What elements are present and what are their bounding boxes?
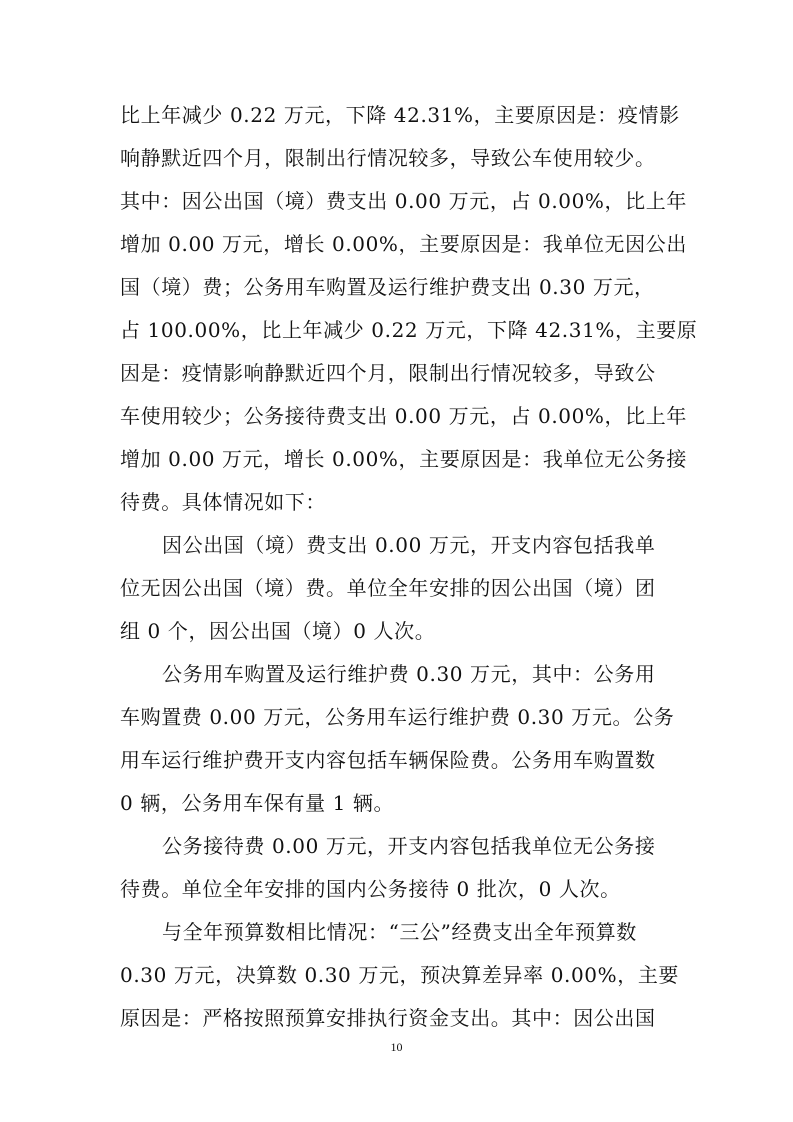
text-line: 车购置费 0.00 万元，公务用车运行维护费 0.30 万元。公务 bbox=[120, 705, 675, 729]
text-line: 0.30 万元，决算数 0.30 万元，预决算差异率 0.00%，主要 bbox=[120, 963, 680, 987]
text-line: 国（境）费；公务用车购置及运行维护费支出 0.30 万元， bbox=[120, 275, 655, 299]
text-line: 0 辆，公务用车保有量 1 辆。 bbox=[120, 791, 395, 815]
text-line: 比上年减少 0.22 万元，下降 42.31%，主要原因是：疫情影 bbox=[120, 103, 680, 127]
paragraph-first-line: 公务用车购置及运行维护费 0.30 万元，其中：公务用 bbox=[162, 662, 656, 686]
text-line: 车使用较少；公务接待费支出 0.00 万元，占 0.00%，比上年 bbox=[120, 404, 687, 428]
text-line: 组 0 个，因公出国（境）0 人次。 bbox=[120, 619, 436, 643]
page-number: 10 bbox=[390, 1040, 403, 1054]
text-line: 其中：因公出国（境）费支出 0.00 万元，占 0.00%，比上年 bbox=[120, 189, 687, 213]
text-line: 待费。具体情况如下： bbox=[120, 490, 326, 514]
text-line: 响静默近四个月，限制出行情况较多，导致公车使用较少。 bbox=[120, 146, 656, 170]
paragraph-first-line: 因公出国（境）费支出 0.00 万元，开支内容包括我单 bbox=[162, 533, 656, 557]
text-line: 位无因公出国（境）费。单位全年安排的因公出国（境）团 bbox=[120, 576, 656, 600]
paragraph-first-line: 与全年预算数相比情况：“三公”经费支出全年预算数 bbox=[162, 920, 637, 944]
text-line: 待费。单位全年安排的国内公务接待 0 批次，0 人次。 bbox=[120, 877, 621, 901]
text-line: 增加 0.00 万元，增长 0.00%，主要原因是：我单位无因公出 bbox=[120, 232, 687, 256]
paragraph-first-line: 公务接待费 0.00 万元，开支内容包括我单位无公务接 bbox=[162, 834, 656, 858]
text-line: 增加 0.00 万元，增长 0.00%，主要原因是：我单位无公务接 bbox=[120, 447, 687, 471]
text-line: 用车运行维护费开支内容包括车辆保险费。公务用车购置数 bbox=[120, 748, 656, 772]
text-line: 原因是：严格按照预算安排执行资金支出。其中：因公出国 bbox=[120, 1006, 656, 1030]
text-line: 因是：疫情影响静默近四个月，限制出行情况较多，导致公 bbox=[120, 361, 656, 385]
text-line: 占 100.00%，比上年减少 0.22 万元，下降 42.31%，主要原 bbox=[120, 318, 698, 342]
